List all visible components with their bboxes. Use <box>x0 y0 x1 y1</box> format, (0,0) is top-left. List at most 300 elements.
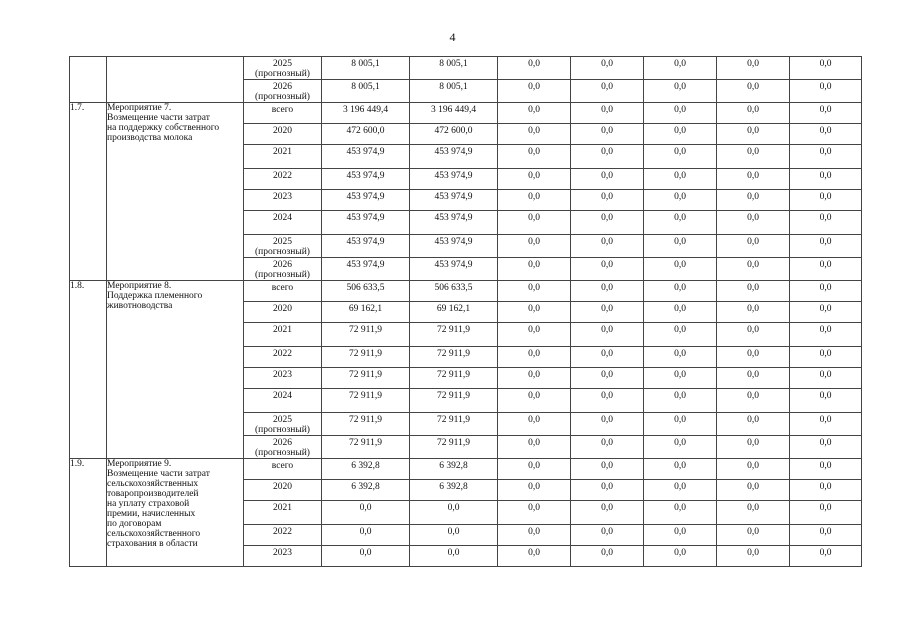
text-line: Мероприятие 9. <box>107 459 172 469</box>
value-cell <box>322 281 410 302</box>
value-cell <box>644 323 717 347</box>
value-text: 0,0 <box>819 482 832 492</box>
value-cell <box>717 323 790 347</box>
value-cell <box>322 302 410 323</box>
value-text: 453 974,9 <box>346 171 385 181</box>
value-cell <box>498 436 571 459</box>
value-cell <box>410 389 498 413</box>
value-cell <box>644 413 717 436</box>
value-text: 0,0 <box>819 147 832 157</box>
text-line: 2021 <box>273 325 292 335</box>
value-text: 0,0 <box>674 391 686 401</box>
value-text: 0,0 <box>601 349 613 359</box>
value-cell <box>498 145 571 169</box>
value-text: 453 974,9 <box>434 213 473 223</box>
value-text: 0,0 <box>674 213 686 223</box>
value-text: 0,0 <box>819 415 832 425</box>
value-text: 72 911,9 <box>437 370 470 380</box>
value-cell <box>498 323 571 347</box>
value-cell <box>322 235 410 258</box>
value-text: 6 392,8 <box>351 482 380 492</box>
value-text: 72 911,9 <box>349 325 382 335</box>
value-cell <box>790 459 862 480</box>
text-line: 2021 <box>273 147 292 157</box>
value-cell <box>498 480 571 501</box>
value-text: 0,0 <box>747 349 759 359</box>
value-text: 0,0 <box>674 260 686 270</box>
value-text: 0,0 <box>819 213 832 223</box>
text-line: производства молока <box>107 133 193 143</box>
value-text: 0,0 <box>819 171 832 181</box>
value-cell <box>790 347 862 368</box>
text-line: (прогнозный) <box>255 69 310 79</box>
value-cell <box>498 389 571 413</box>
value-text: 0,0 <box>601 283 613 293</box>
value-text: 0,0 <box>747 548 759 558</box>
value-text: 0,0 <box>601 237 613 247</box>
value-text: 0,0 <box>747 105 759 115</box>
value-text: 0,0 <box>528 503 540 513</box>
value-text: 0,0 <box>528 147 540 157</box>
value-cell <box>322 169 410 190</box>
value-text: 0,0 <box>601 438 613 448</box>
value-cell <box>644 480 717 501</box>
value-cell <box>498 347 571 368</box>
value-text: 72 911,9 <box>437 438 470 448</box>
value-cell <box>498 501 571 525</box>
value-text: 0,0 <box>747 304 759 314</box>
value-cell <box>790 413 862 436</box>
value-cell <box>790 368 862 389</box>
text-line: 2020 <box>273 126 292 136</box>
value-text: 0,0 <box>447 527 460 537</box>
year-cell <box>244 459 322 480</box>
value-cell <box>644 169 717 190</box>
value-cell <box>498 57 571 80</box>
year-cell <box>244 145 322 169</box>
value-cell <box>717 80 790 103</box>
measure-name-cell <box>107 281 244 459</box>
text-line: 2024 <box>273 213 292 223</box>
year-cell <box>244 368 322 389</box>
value-cell <box>717 501 790 525</box>
value-text: 0,0 <box>601 171 613 181</box>
value-text: 0,0 <box>528 82 540 92</box>
value-text: 0,0 <box>601 325 613 335</box>
value-cell <box>571 80 644 103</box>
value-text: 0,0 <box>819 192 832 202</box>
value-cell <box>322 211 410 235</box>
text-line: 2023 <box>273 192 292 202</box>
value-text: 0,0 <box>528 482 540 492</box>
year-cell <box>244 190 322 211</box>
value-cell <box>571 235 644 258</box>
value-cell <box>790 235 862 258</box>
value-cell <box>644 124 717 145</box>
value-cell <box>644 57 717 80</box>
value-text: 3 196 449,4 <box>342 105 389 115</box>
value-cell <box>410 57 498 80</box>
value-cell <box>571 258 644 281</box>
value-text: 0,0 <box>601 527 613 537</box>
text-line: на уплату страховой <box>107 499 190 509</box>
value-cell <box>498 211 571 235</box>
value-text: 72 911,9 <box>349 370 382 380</box>
text-line: 2024 <box>273 391 292 401</box>
year-cell <box>244 235 322 258</box>
value-cell <box>717 169 790 190</box>
value-cell <box>790 258 862 281</box>
value-text: 69 162,1 <box>348 304 383 314</box>
measure-code-cell: 1.9. <box>70 459 107 567</box>
value-cell <box>498 368 571 389</box>
value-text: 0,0 <box>447 503 460 513</box>
value-text: 0,0 <box>819 105 832 115</box>
year-cell <box>244 281 322 302</box>
value-text: 0,0 <box>528 391 540 401</box>
value-text: 0,0 <box>601 304 613 314</box>
value-text: 0,0 <box>601 213 613 223</box>
value-text: 0,0 <box>674 548 686 558</box>
value-cell <box>410 235 498 258</box>
value-text: 0,0 <box>601 461 613 471</box>
text-line: (прогнозный) <box>255 425 310 435</box>
value-text: 72 911,9 <box>349 438 382 448</box>
value-text: 0,0 <box>674 147 686 157</box>
value-text: 453 974,9 <box>434 192 473 202</box>
value-cell <box>717 436 790 459</box>
value-text: 0,0 <box>674 105 686 115</box>
value-text: 0,0 <box>819 283 832 293</box>
value-text: 0,0 <box>528 527 540 537</box>
value-text: 3 196 449,4 <box>430 105 477 115</box>
value-text: 8 005,1 <box>439 59 468 69</box>
value-text: 0,0 <box>601 105 613 115</box>
value-text: 6 392,8 <box>351 461 380 471</box>
value-text: 0,0 <box>359 503 372 513</box>
value-cell <box>322 103 410 124</box>
text-line: (прогнозный) <box>255 247 310 257</box>
text-line: сельскохозяйственных <box>107 479 199 489</box>
value-text: 0,0 <box>747 147 759 157</box>
value-cell <box>644 80 717 103</box>
value-cell <box>790 436 862 459</box>
value-text: 0,0 <box>528 237 540 247</box>
value-cell <box>498 124 571 145</box>
value-cell <box>410 501 498 525</box>
value-text: 0,0 <box>601 147 613 157</box>
table-row <box>70 103 862 124</box>
value-cell <box>571 190 644 211</box>
value-text: 0,0 <box>601 482 613 492</box>
value-cell <box>410 480 498 501</box>
year-cell <box>244 258 322 281</box>
text-line: Возмещение части затрат <box>107 469 210 479</box>
value-cell <box>644 546 717 567</box>
value-text: 0,0 <box>601 415 613 425</box>
text-line: 2025 <box>273 59 292 69</box>
value-cell <box>790 389 862 413</box>
text-line: 2025 <box>273 237 292 247</box>
value-cell <box>644 145 717 169</box>
value-text: 0,0 <box>674 349 686 359</box>
value-text: 0,0 <box>747 370 759 380</box>
table-body <box>70 57 862 567</box>
value-cell <box>498 413 571 436</box>
year-cell <box>244 57 322 80</box>
value-cell <box>322 347 410 368</box>
measure-code-cell <box>70 57 107 103</box>
value-cell <box>571 323 644 347</box>
text-line: всего <box>271 105 294 115</box>
text-line: 2023 <box>273 548 292 558</box>
value-text: 69 162,1 <box>436 304 471 314</box>
value-cell <box>644 525 717 546</box>
value-cell <box>498 525 571 546</box>
value-cell <box>410 347 498 368</box>
text-line: сельскохозяйственного <box>107 529 201 539</box>
value-cell <box>790 145 862 169</box>
value-text: 0,0 <box>819 527 832 537</box>
value-text: 0,0 <box>359 527 372 537</box>
value-cell <box>410 546 498 567</box>
value-text: 0,0 <box>528 304 540 314</box>
value-text: 0,0 <box>528 349 540 359</box>
measure-code-cell: 1.8. <box>70 281 107 459</box>
value-text: 0,0 <box>747 503 759 513</box>
value-cell <box>717 389 790 413</box>
value-cell <box>790 323 862 347</box>
value-text: 8 005,1 <box>439 82 468 92</box>
value-text: 0,0 <box>747 527 759 537</box>
value-text: 8 005,1 <box>351 82 380 92</box>
text-line: 2026 <box>273 438 292 448</box>
value-text: 472 600,0 <box>346 126 385 136</box>
value-cell <box>498 459 571 480</box>
value-cell <box>571 389 644 413</box>
value-cell <box>322 57 410 80</box>
measure-code-cell: 1.7. <box>70 103 107 281</box>
value-cell <box>410 459 498 480</box>
value-text: 453 974,9 <box>346 192 385 202</box>
value-text: 0,0 <box>528 192 540 202</box>
value-cell <box>717 190 790 211</box>
value-cell <box>644 501 717 525</box>
value-cell <box>790 169 862 190</box>
year-cell <box>244 389 322 413</box>
value-cell <box>717 480 790 501</box>
value-text: 0,0 <box>528 438 540 448</box>
value-text: 453 974,9 <box>434 260 473 270</box>
value-cell <box>410 258 498 281</box>
value-text: 0,0 <box>601 370 613 380</box>
value-cell <box>790 211 862 235</box>
value-text: 0,0 <box>674 82 686 92</box>
year-cell <box>244 302 322 323</box>
value-text: 0,0 <box>528 171 540 181</box>
value-cell <box>717 281 790 302</box>
value-text: 0,0 <box>674 415 686 425</box>
value-text: 72 911,9 <box>349 391 382 401</box>
value-text: 0,0 <box>747 82 759 92</box>
measure-name-cell <box>107 459 244 567</box>
value-text: 0,0 <box>819 59 832 69</box>
value-text: 0,0 <box>747 461 759 471</box>
value-text: 0,0 <box>528 126 540 136</box>
value-cell <box>790 80 862 103</box>
value-cell <box>571 480 644 501</box>
value-text: 6 392,8 <box>439 461 468 471</box>
value-cell <box>571 501 644 525</box>
value-cell <box>644 302 717 323</box>
value-cell <box>790 501 862 525</box>
year-cell <box>244 103 322 124</box>
value-cell <box>410 323 498 347</box>
value-cell <box>322 190 410 211</box>
table-row <box>70 459 862 480</box>
year-cell <box>244 480 322 501</box>
value-cell <box>644 389 717 413</box>
value-cell <box>322 368 410 389</box>
value-cell <box>717 57 790 80</box>
value-cell <box>644 235 717 258</box>
year-cell <box>244 546 322 567</box>
value-text: 0,0 <box>359 548 372 558</box>
value-cell <box>410 124 498 145</box>
value-cell <box>717 302 790 323</box>
value-cell <box>717 546 790 567</box>
value-text: 453 974,9 <box>346 147 385 157</box>
text-line: 2023 <box>273 370 292 380</box>
value-text: 0,0 <box>747 283 759 293</box>
table-row <box>70 57 862 80</box>
value-text: 0,0 <box>674 325 686 335</box>
value-text: 472 600,0 <box>434 126 473 136</box>
value-text: 453 974,9 <box>434 147 473 157</box>
page-number: 4 <box>449 30 456 44</box>
text-line: товаропроизводителей <box>107 489 199 499</box>
value-cell <box>498 103 571 124</box>
text-line: 2020 <box>273 482 292 492</box>
text-line: 2020 <box>273 304 292 314</box>
value-cell <box>322 525 410 546</box>
value-text: 0,0 <box>747 415 759 425</box>
value-text: 0,0 <box>674 482 686 492</box>
value-text: 0,0 <box>528 213 540 223</box>
value-cell <box>322 413 410 436</box>
value-cell <box>717 368 790 389</box>
text-line: 2026 <box>273 82 292 92</box>
value-text: 0,0 <box>819 548 832 558</box>
value-cell <box>790 281 862 302</box>
year-cell <box>244 124 322 145</box>
value-cell <box>790 302 862 323</box>
value-cell <box>644 347 717 368</box>
value-cell <box>571 281 644 302</box>
value-cell <box>322 124 410 145</box>
measure-name-cell <box>107 103 244 281</box>
value-cell <box>717 347 790 368</box>
value-cell <box>571 211 644 235</box>
measure-name-cell <box>107 57 244 103</box>
value-cell <box>571 145 644 169</box>
value-cell <box>790 480 862 501</box>
value-text: 0,0 <box>747 213 759 223</box>
value-cell <box>410 368 498 389</box>
value-cell <box>322 501 410 525</box>
value-cell <box>717 413 790 436</box>
text-line: страхования в области <box>107 539 198 549</box>
value-cell <box>717 211 790 235</box>
value-text: 0,0 <box>601 260 613 270</box>
value-cell <box>644 436 717 459</box>
value-text: 72 911,9 <box>437 391 470 401</box>
value-text: 6 392,8 <box>439 482 468 492</box>
year-cell <box>244 501 322 525</box>
value-text: 0,0 <box>747 325 759 335</box>
value-text: 8 005,1 <box>351 59 380 69</box>
value-text: 0,0 <box>674 304 686 314</box>
value-cell <box>322 258 410 281</box>
value-cell <box>717 459 790 480</box>
value-text: 506 633,5 <box>434 283 473 293</box>
value-cell <box>717 258 790 281</box>
value-text: 0,0 <box>819 438 832 448</box>
value-cell <box>644 368 717 389</box>
value-cell <box>322 459 410 480</box>
value-text: 0,0 <box>528 370 540 380</box>
value-cell <box>571 169 644 190</box>
text-line: (прогнозный) <box>255 448 310 458</box>
value-cell <box>717 145 790 169</box>
value-cell <box>498 281 571 302</box>
value-text: 0,0 <box>601 59 613 69</box>
value-text: 0,0 <box>674 461 686 471</box>
value-cell <box>410 436 498 459</box>
year-cell <box>244 169 322 190</box>
value-text: 0,0 <box>819 461 832 471</box>
text-line: 2022 <box>273 527 292 537</box>
value-text: 0,0 <box>528 283 540 293</box>
value-text: 0,0 <box>674 171 686 181</box>
value-text: 72 911,9 <box>349 415 382 425</box>
text-line: животноводства <box>107 301 173 311</box>
value-cell <box>410 413 498 436</box>
value-cell <box>322 546 410 567</box>
value-cell <box>790 525 862 546</box>
text-line: 2022 <box>273 349 292 359</box>
text-line: всего <box>271 283 294 293</box>
value-text: 0,0 <box>674 59 686 69</box>
value-text: 0,0 <box>819 391 832 401</box>
value-cell <box>498 169 571 190</box>
value-cell <box>571 459 644 480</box>
value-cell <box>790 546 862 567</box>
value-text: 0,0 <box>819 503 832 513</box>
value-cell <box>644 211 717 235</box>
year-cell <box>244 211 322 235</box>
value-text: 0,0 <box>528 461 540 471</box>
budget-table <box>69 56 862 567</box>
value-cell <box>571 525 644 546</box>
value-text: 0,0 <box>747 126 759 136</box>
value-text: 453 974,9 <box>346 260 385 270</box>
value-text: 453 974,9 <box>346 213 385 223</box>
text-line: Мероприятие 8. <box>107 281 172 291</box>
text-line: на поддержку собственного <box>107 123 220 133</box>
value-text: 0,0 <box>674 503 686 513</box>
value-text: 506 633,5 <box>346 283 385 293</box>
